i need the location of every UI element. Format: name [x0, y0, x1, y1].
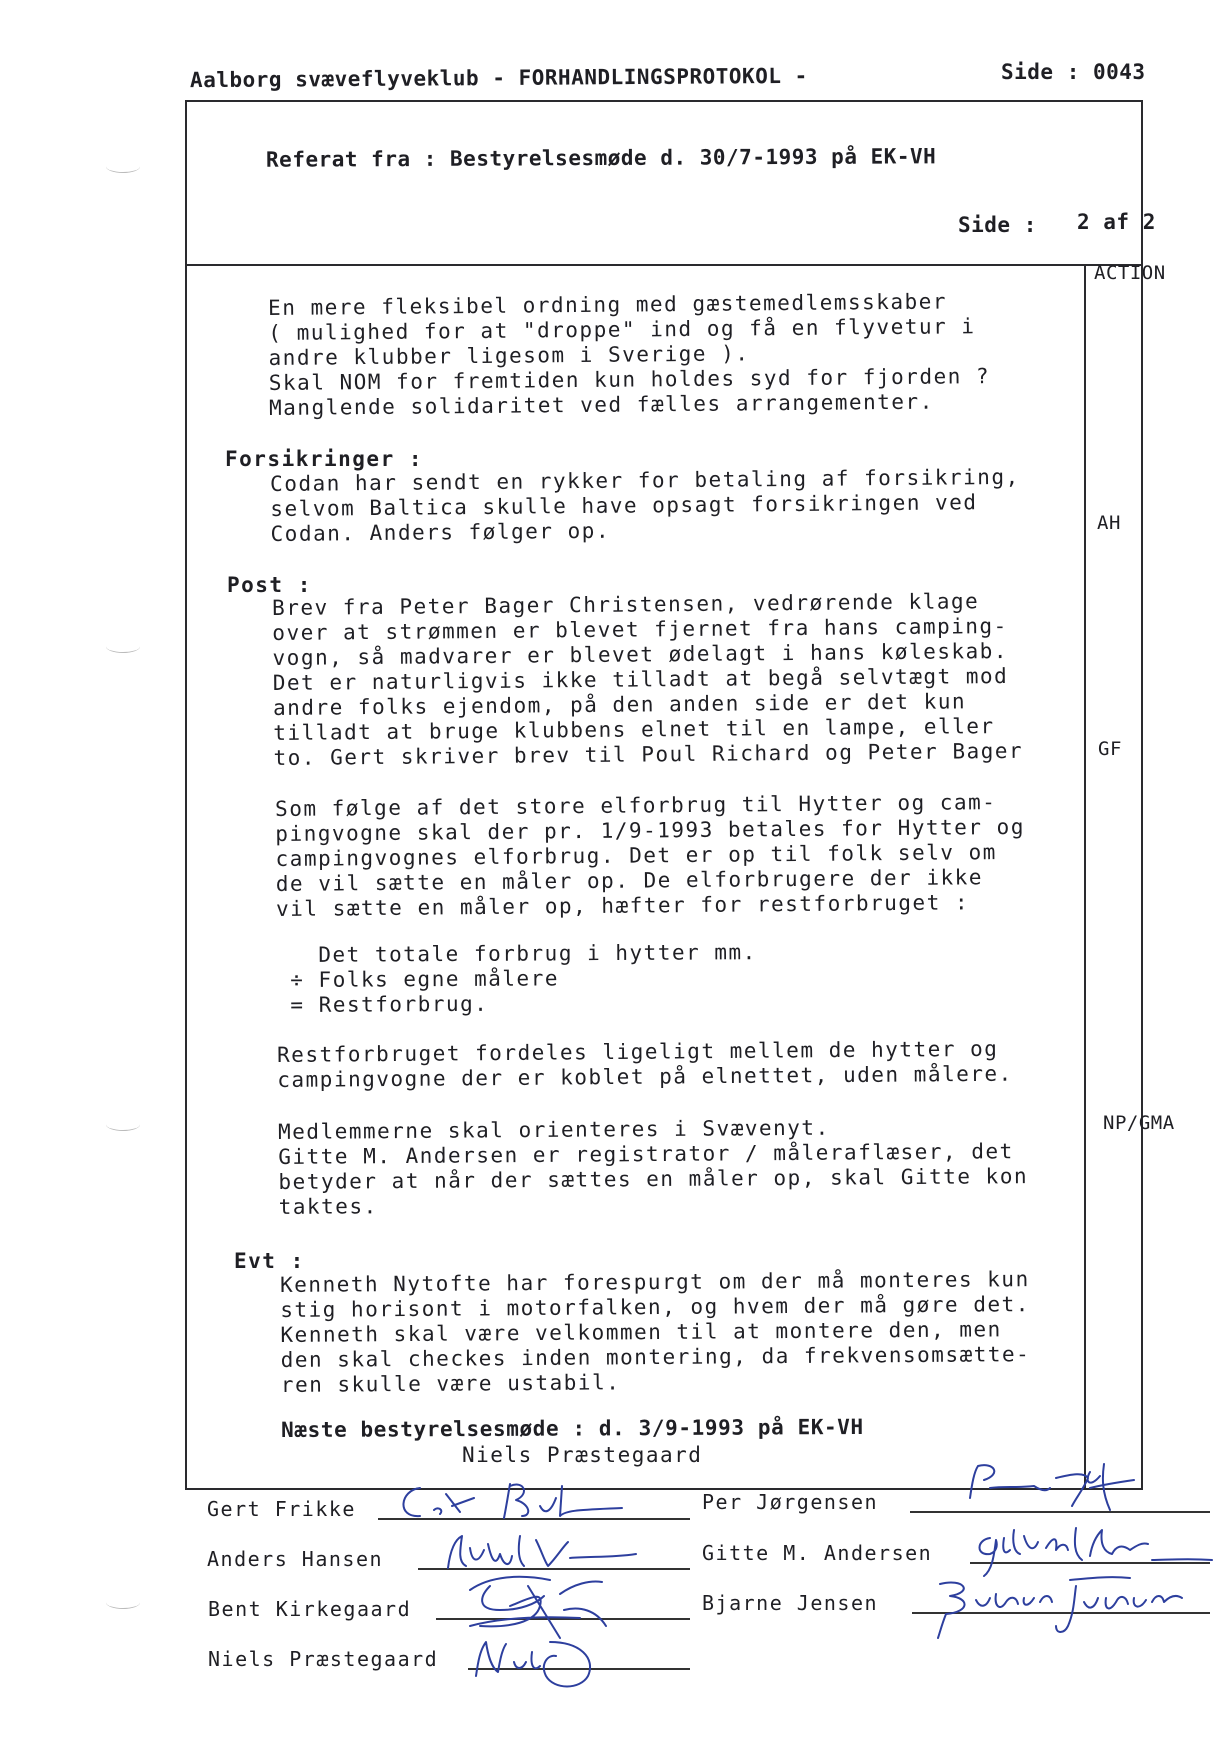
signature-label-gert-frikke: Gert Frikke: [207, 1497, 356, 1521]
evt-paragraph: [280, 1267, 1031, 1398]
handwritten-signature-niels-praestegaard: [470, 1632, 610, 1692]
post-paragraph: [272, 589, 1023, 771]
text-line: Det totale forbrug i hytter mm.: [290, 940, 757, 967]
text-line: Det er naturligvis ikke tilladt at begå selvtægt mod: [272, 663, 1009, 695]
handwritten-signature-per-jorgensen: [960, 1458, 1140, 1518]
text-line: ÷ Folks egne målere: [290, 966, 560, 992]
text-line: Som følge af det store elforbrug til Hytter og cam-: [275, 790, 997, 821]
meeting-title: Referat fra : Bestyrelsesmøde d. 30/7-1993 på EK-VH: [265, 144, 937, 172]
handwritten-signature-bjarne-jensen: [920, 1572, 1220, 1642]
text-line: de vil sætte en måler op. De elforbrugere der ikke: [275, 865, 984, 896]
text-line: betyder at når der sættes en måler op, skal Gitte kon: [278, 1164, 1029, 1194]
text-line: Medlemmerne skal orienteres i Svævenyt.: [278, 1115, 830, 1144]
text-line: Restforbruget fordeles ligeligt mellem de hytter og: [277, 1036, 999, 1067]
handwritten-signature-gitte-m-andersen: [966, 1520, 1216, 1580]
intro-paragraph: [268, 289, 990, 421]
punch-hole-mark: [106, 1118, 140, 1131]
section-heading-forsikringer: Forsikringer :: [225, 447, 424, 471]
text-line: tilladt at bruge klubbens elnet til en lampe, eller: [273, 714, 995, 745]
signature-label-bent-kirkegaard: Bent Kirkegaard: [208, 1597, 412, 1621]
signature-label-niels-praestegaard: Niels Præstegaard: [208, 1647, 439, 1671]
header-divider: [185, 264, 1143, 266]
punch-hole-mark: [106, 1596, 140, 1609]
text-line: Manglende solidaritet ved fælles arrangementer.: [268, 389, 934, 420]
text-line: taktes.: [278, 1194, 378, 1219]
handwritten-signature-gert-frikke: [390, 1480, 630, 1530]
restforbrug-paragraph: [277, 1037, 1013, 1093]
action-column-header: ACTION: [1094, 262, 1166, 284]
action-np-gma: NP/GMA: [1103, 1112, 1175, 1134]
action-gf: GF: [1098, 738, 1122, 760]
text-line: Codan har sendt en rykker for betaling af forsikring,: [270, 464, 1020, 496]
text-line: Gitte M. Andersen er registrator / måleraflæser, det: [278, 1139, 1014, 1169]
section-heading-post: Post :: [227, 573, 312, 597]
signature-label-anders-hansen: Anders Hansen: [207, 1547, 384, 1571]
section-heading-evt: Evt :: [234, 1249, 305, 1273]
elforbrug-paragraph: [275, 790, 1026, 922]
text-line: campingvognes elforbrug. Det er op til folk selv om: [275, 840, 997, 871]
members-paragraph: [278, 1114, 1028, 1220]
page-number: Side : 0043: [1001, 60, 1146, 84]
text-line: den skal checkes inden montering, da frekvensomsætte-: [280, 1342, 1031, 1372]
text-line: andre klubber ligesom i Sverige ).: [268, 341, 750, 370]
text-line: Codan. Anders følger op.: [270, 518, 611, 546]
text-line: vil sætte en måler op, hæfter for restforbruget :: [275, 890, 970, 921]
text-line: En mere fleksibel ordning med gæstemedlemsskaber: [268, 289, 948, 320]
text-line: andre folks ejendom, på den anden side er det kun: [272, 689, 967, 720]
signature-label-gitte-m-andersen: Gitte M. Andersen: [702, 1541, 933, 1565]
text-line: Brev fra Peter Bager Christensen, vedrørende klage: [272, 589, 980, 620]
action-ah: AH: [1097, 512, 1121, 534]
text-line: Skal NOM for fremtiden kun holdes syd for fjorden ?: [268, 364, 991, 395]
text-line: Kenneth skal være velkommen til at montere den, men: [280, 1317, 1002, 1347]
forsikringer-paragraph: [270, 465, 1020, 547]
text-line: selvom Baltica skulle have opsagt forsikringen ved: [270, 490, 978, 521]
text-line: stig horisont i motorfalken, og hvem der må gøre det.: [280, 1292, 1030, 1322]
text-line: pingvogne skal der pr. 1/9-1993 betales for Hytter og: [275, 814, 1026, 846]
text-line: Kenneth Nytofte har forespurgt om der må monteres kun: [280, 1267, 1030, 1297]
punch-hole-mark: [106, 160, 140, 173]
next-meeting: Næste bestyrelsesmøde : d. 3/9-1993 på EK-VH: [281, 1414, 864, 1442]
text-line: campingvogne der er koblet på elnettet, uden målere.: [277, 1061, 1013, 1092]
document-title: Aalborg svæveflyveklub - FORHANDLINGSPROTOKOL -: [189, 63, 808, 93]
minutes-author: Niels Præstegaard: [462, 1443, 703, 1467]
text-line: vogn, så madvarer er blevet ødelagt i hans køleskab.: [272, 638, 1009, 670]
signature-label-bjarne-jensen: Bjarne Jensen: [702, 1591, 879, 1615]
text-line: to. Gert skriver brev til Poul Richard og Peter Bager: [273, 738, 1024, 770]
text-line: over at strømmen er blevet fjernet fra hans camping-: [272, 613, 1008, 645]
text-line: ren skulle være ustabil.: [280, 1370, 621, 1397]
punch-hole-mark: [106, 640, 140, 653]
restforbrug-calculation: [290, 940, 757, 1018]
meeting-page-value: 2 af 2: [1077, 210, 1156, 234]
signature-label-per-jorgensen: Per Jørgensen: [702, 1490, 879, 1514]
action-column-divider: [1084, 264, 1086, 1490]
meeting-page-label: Side :: [958, 213, 1037, 237]
text-line: ( mulighed for at "droppe" ind og få en flyvetur i: [268, 314, 976, 345]
text-line: = Restforbrug.: [290, 991, 489, 1017]
